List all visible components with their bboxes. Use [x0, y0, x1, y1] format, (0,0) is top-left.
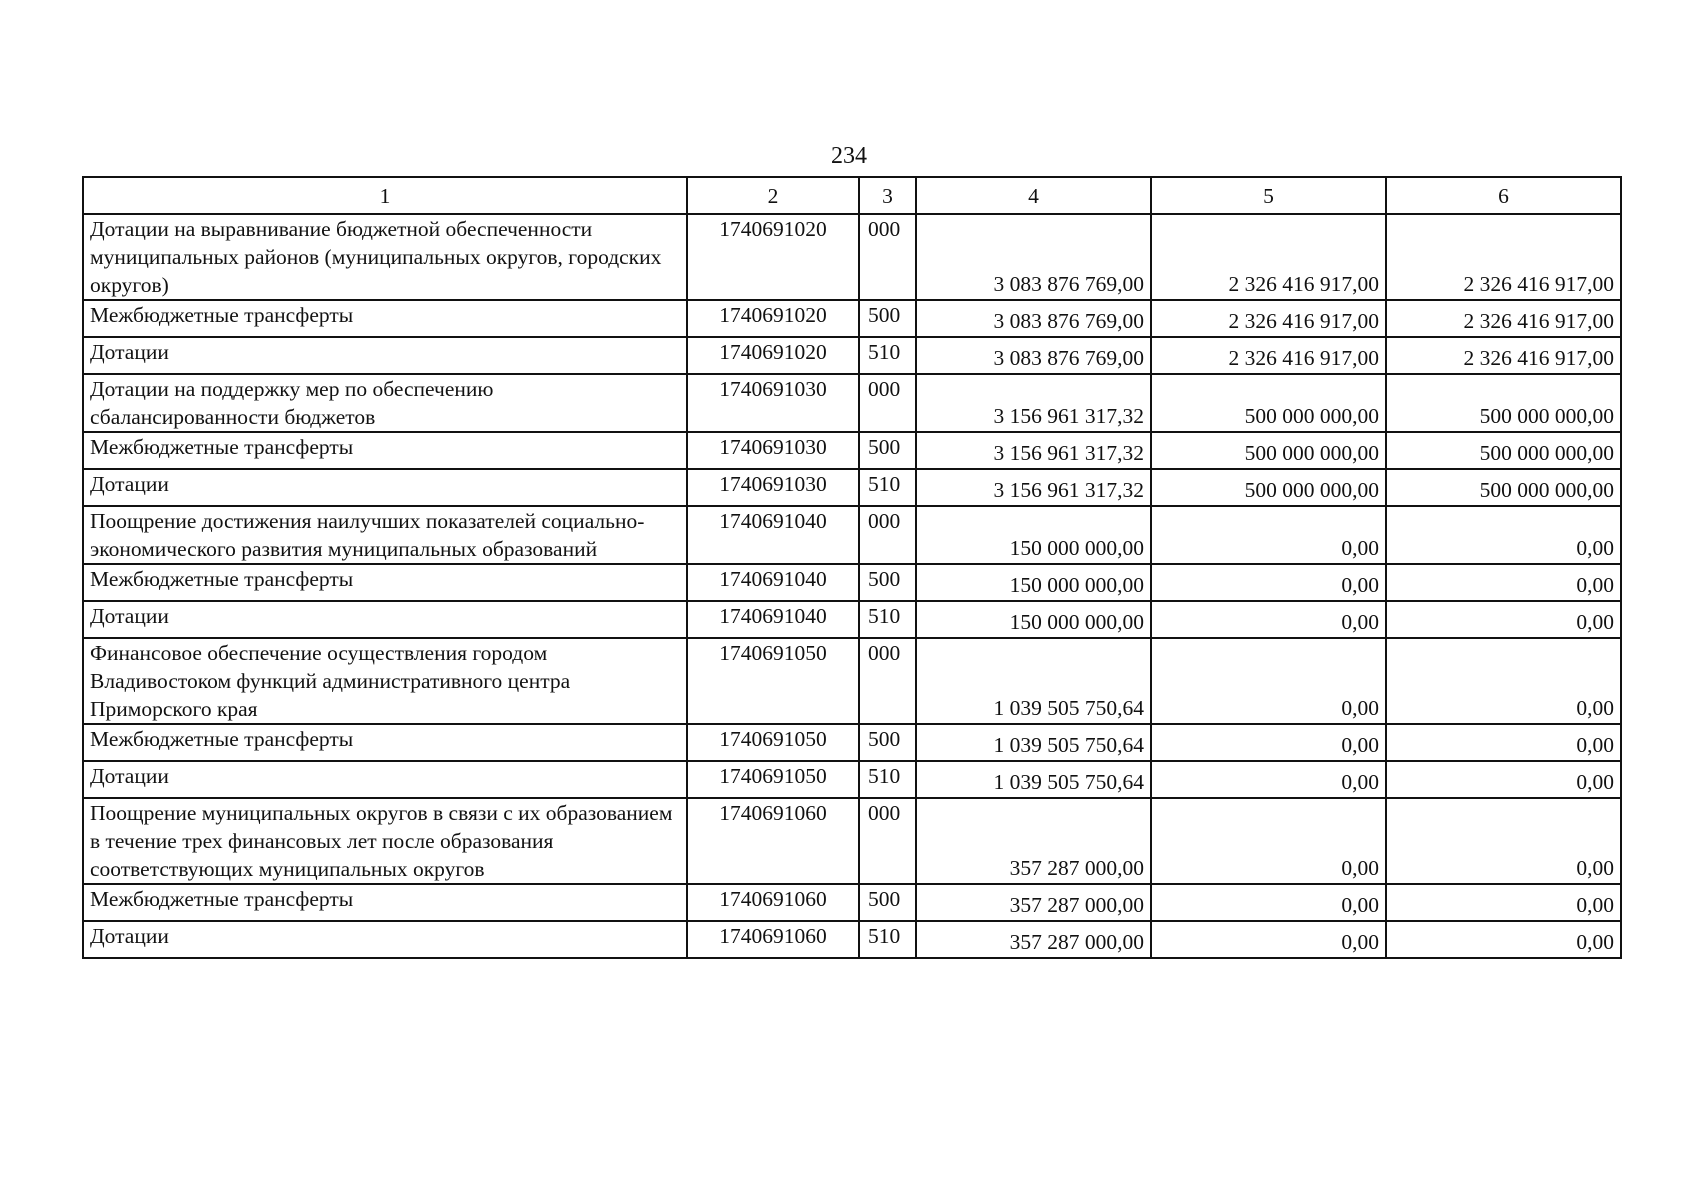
row-value-6: 0,00: [1386, 884, 1621, 921]
row-value-6: 0,00: [1386, 761, 1621, 798]
row-name: Межбюджетные трансферты: [83, 432, 687, 469]
table-row: [83, 374, 1621, 432]
row-expense-type: 500: [859, 724, 916, 761]
table-row: [83, 564, 1621, 601]
table-row: [83, 214, 1621, 300]
row-code: 1740691050: [687, 724, 859, 761]
row-name: Межбюджетные трансферты: [83, 564, 687, 601]
row-value-5: 0,00: [1151, 506, 1386, 564]
row-expense-type: 000: [859, 506, 916, 564]
row-value-4: 3 156 961 317,32: [916, 374, 1151, 432]
table-row: [83, 921, 1621, 958]
row-code: 1740691060: [687, 798, 859, 884]
column-header: 5: [1151, 177, 1386, 214]
row-value-5: 0,00: [1151, 638, 1386, 724]
column-header: 4: [916, 177, 1151, 214]
row-value-4: 3 083 876 769,00: [916, 337, 1151, 374]
row-value-4: 150 000 000,00: [916, 506, 1151, 564]
column-header: 2: [687, 177, 859, 214]
table-row: [83, 506, 1621, 564]
row-expense-type: 500: [859, 884, 916, 921]
row-name: Дотации: [83, 921, 687, 958]
row-code: 1740691040: [687, 601, 859, 638]
row-value-6: 0,00: [1386, 601, 1621, 638]
row-expense-type: 510: [859, 469, 916, 506]
row-expense-type: 000: [859, 798, 916, 884]
row-code: 1740691040: [687, 564, 859, 601]
row-value-4: 357 287 000,00: [916, 884, 1151, 921]
budget-table: [82, 176, 1622, 959]
row-code: 1740691030: [687, 432, 859, 469]
column-header: 6: [1386, 177, 1621, 214]
row-name: Межбюджетные трансферты: [83, 300, 687, 337]
row-value-5: 2 326 416 917,00: [1151, 337, 1386, 374]
row-value-4: 150 000 000,00: [916, 564, 1151, 601]
row-name: Дотации: [83, 601, 687, 638]
row-code: 1740691020: [687, 337, 859, 374]
column-header: 1: [83, 177, 687, 214]
row-name: Поощрение муниципальных округов в связи с их образованием в течение трех финансовых лет после образования соответствующих муниципальных округов: [83, 798, 687, 884]
table-row: [83, 601, 1621, 638]
table-row: [83, 638, 1621, 724]
row-expense-type: 500: [859, 564, 916, 601]
row-value-5: 2 326 416 917,00: [1151, 214, 1386, 300]
row-name: Межбюджетные трансферты: [83, 724, 687, 761]
row-code: 1740691020: [687, 300, 859, 337]
table-row: [83, 724, 1621, 761]
row-expense-type: 500: [859, 300, 916, 337]
row-value-5: 0,00: [1151, 884, 1386, 921]
row-code: 1740691060: [687, 921, 859, 958]
row-value-4: 1 039 505 750,64: [916, 638, 1151, 724]
row-value-4: 357 287 000,00: [916, 921, 1151, 958]
column-header: 3: [859, 177, 916, 214]
row-code: 1740691020: [687, 214, 859, 300]
table-row: [83, 300, 1621, 337]
row-value-6: 0,00: [1386, 564, 1621, 601]
row-value-6: 500 000 000,00: [1386, 469, 1621, 506]
row-value-5: 2 326 416 917,00: [1151, 300, 1386, 337]
table-row: [83, 432, 1621, 469]
row-name: Дотации на поддержку мер по обеспечению сбалансированности бюджетов: [83, 374, 687, 432]
row-code: 1740691030: [687, 374, 859, 432]
table-row: [83, 469, 1621, 506]
row-expense-type: 000: [859, 374, 916, 432]
row-expense-type: 500: [859, 432, 916, 469]
row-name: Межбюджетные трансферты: [83, 884, 687, 921]
row-value-6: 2 326 416 917,00: [1386, 337, 1621, 374]
row-name: Дотации: [83, 469, 687, 506]
row-value-6: 500 000 000,00: [1386, 432, 1621, 469]
row-code: 1740691050: [687, 638, 859, 724]
row-value-4: 150 000 000,00: [916, 601, 1151, 638]
row-name: Дотации: [83, 761, 687, 798]
row-value-4: 3 156 961 317,32: [916, 469, 1151, 506]
row-value-5: 0,00: [1151, 798, 1386, 884]
row-value-6: 0,00: [1386, 506, 1621, 564]
row-value-4: 1 039 505 750,64: [916, 761, 1151, 798]
page-number: 234: [831, 143, 867, 169]
row-value-4: 3 083 876 769,00: [916, 300, 1151, 337]
row-expense-type: 000: [859, 638, 916, 724]
row-expense-type: 510: [859, 921, 916, 958]
row-value-5: 0,00: [1151, 724, 1386, 761]
row-name: Финансовое обеспечение осуществления городом Владивостоком функций административного центра Приморского края: [83, 638, 687, 724]
row-expense-type: 510: [859, 337, 916, 374]
row-value-5: 0,00: [1151, 761, 1386, 798]
row-code: 1740691050: [687, 761, 859, 798]
row-value-4: 1 039 505 750,64: [916, 724, 1151, 761]
row-expense-type: 510: [859, 601, 916, 638]
row-value-5: 0,00: [1151, 564, 1386, 601]
row-code: 1740691030: [687, 469, 859, 506]
row-value-5: 0,00: [1151, 601, 1386, 638]
row-code: 1740691060: [687, 884, 859, 921]
row-value-6: 0,00: [1386, 798, 1621, 884]
row-name: Дотации: [83, 337, 687, 374]
row-name: Поощрение достижения наилучших показателей социально-экономического развития муниципальных образований: [83, 506, 687, 564]
header-row: [83, 177, 1621, 214]
row-value-6: 500 000 000,00: [1386, 374, 1621, 432]
table-row: [83, 884, 1621, 921]
row-code: 1740691040: [687, 506, 859, 564]
row-value-6: 2 326 416 917,00: [1386, 300, 1621, 337]
table-row: [83, 337, 1621, 374]
row-value-5: 0,00: [1151, 921, 1386, 958]
row-value-4: 357 287 000,00: [916, 798, 1151, 884]
row-value-6: 0,00: [1386, 921, 1621, 958]
table-row: [83, 761, 1621, 798]
row-value-4: 3 156 961 317,32: [916, 432, 1151, 469]
row-value-5: 500 000 000,00: [1151, 432, 1386, 469]
row-value-6: 0,00: [1386, 638, 1621, 724]
row-value-4: 3 083 876 769,00: [916, 214, 1151, 300]
row-value-6: 0,00: [1386, 724, 1621, 761]
row-value-5: 500 000 000,00: [1151, 374, 1386, 432]
row-value-6: 2 326 416 917,00: [1386, 214, 1621, 300]
row-expense-type: 000: [859, 214, 916, 300]
row-value-5: 500 000 000,00: [1151, 469, 1386, 506]
row-expense-type: 510: [859, 761, 916, 798]
row-name: Дотации на выравнивание бюджетной обеспеченности муниципальных районов (муниципальных округов, городских округов): [83, 214, 687, 300]
table-row: [83, 798, 1621, 884]
